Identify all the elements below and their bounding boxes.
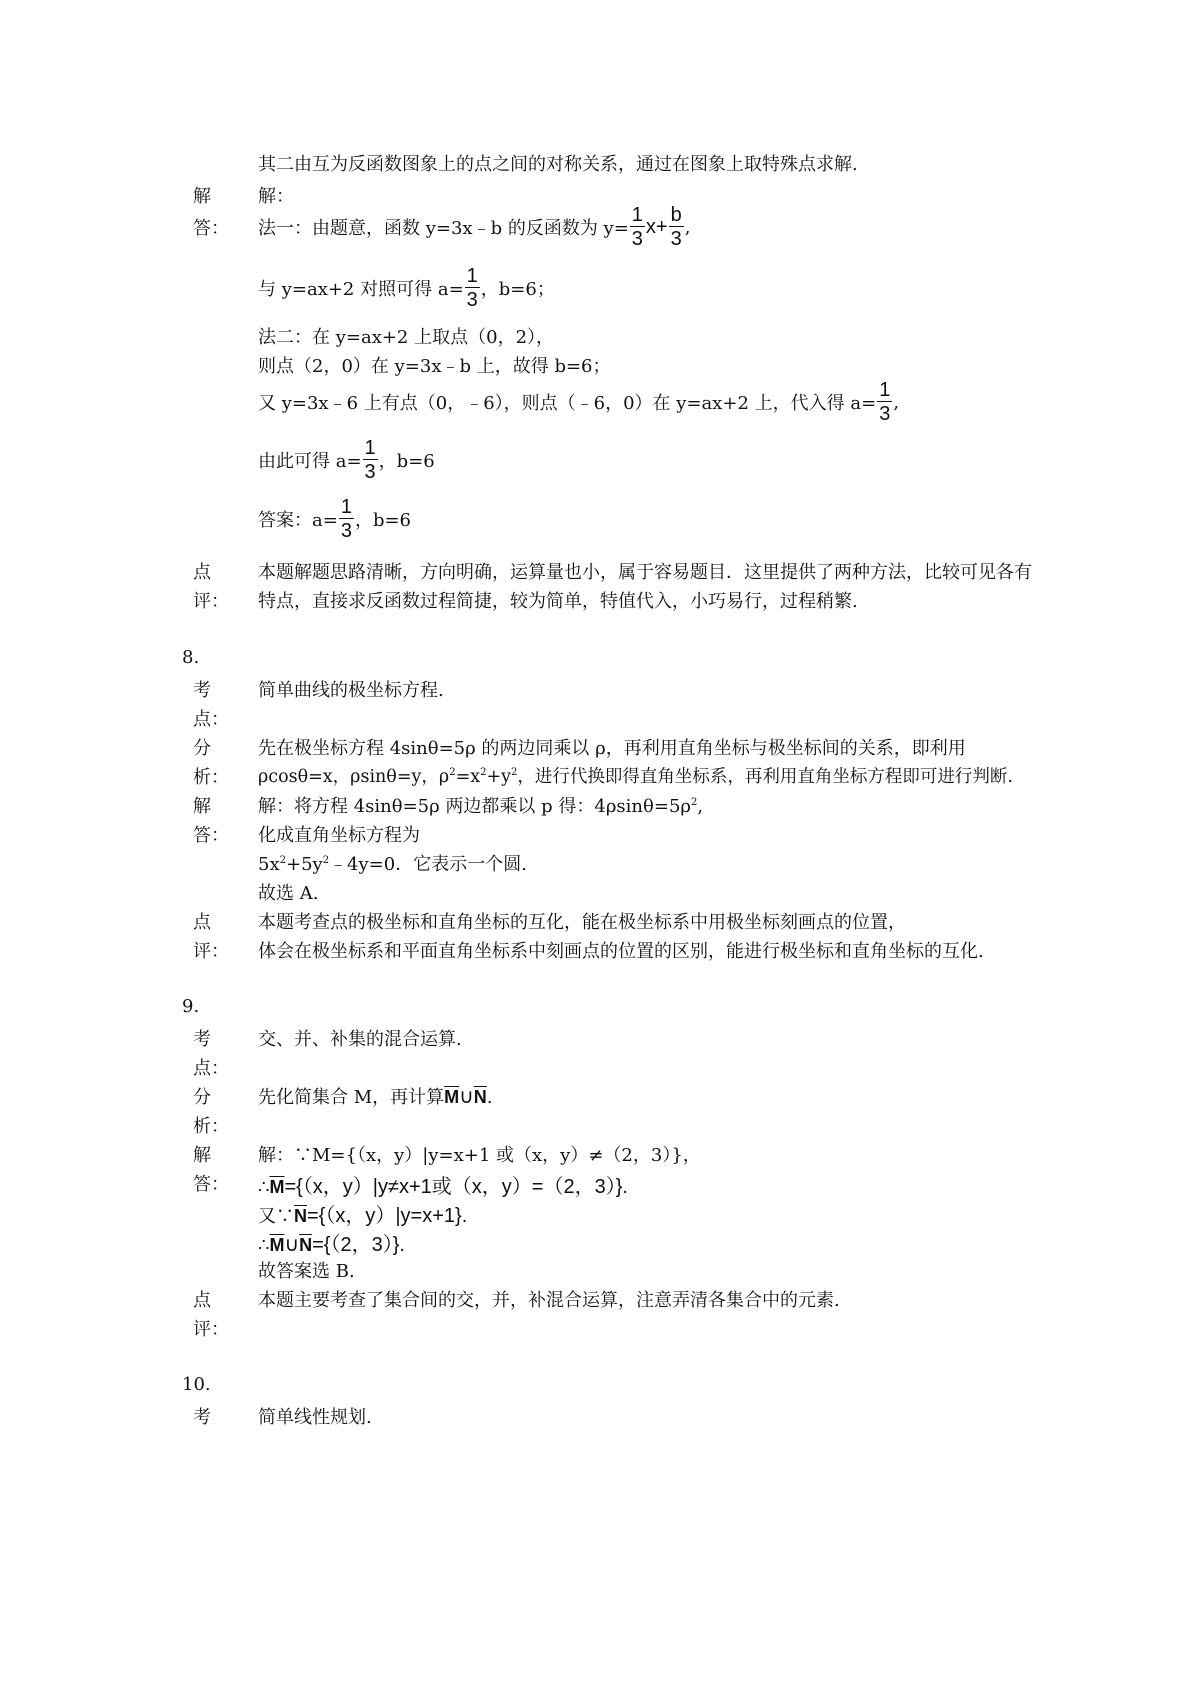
q8-jie-l3-sup1: 2 bbox=[279, 855, 286, 866]
q7-answer-pre: 答案：a= bbox=[258, 510, 338, 531]
q7-label-dian-2: 评： bbox=[193, 591, 229, 612]
frac-denominator: 3 bbox=[670, 228, 682, 250]
q7-method2-text-3 bbox=[258, 380, 899, 424]
q9-label-jie-2: 答： bbox=[193, 1174, 229, 1195]
q7-answer-frac bbox=[339, 497, 354, 541]
q10-number: 10. bbox=[182, 1374, 211, 1395]
q9-jie-text-2 bbox=[258, 1170, 628, 1199]
q9-jie-text-1: 解：∵M={（x，y）|y=x+1 或（x，y）≠（2，3）}， bbox=[258, 1145, 701, 1166]
frac-denominator: 3 bbox=[879, 403, 891, 425]
q7-comment-text-1: 本题解题思路清晰，方向明确，运算量也小，属于容易题目．这里提供了两种方法，比较可见各有 bbox=[258, 562, 1032, 583]
q7-method1-pre: 法一：由题意，函数 y=3x﹣b 的反函数为 y= bbox=[258, 218, 629, 239]
q7-method2-l3-frac bbox=[877, 380, 892, 424]
q7-label-jie-2: 答： bbox=[193, 218, 229, 239]
frac-denominator: 3 bbox=[340, 520, 352, 542]
q7-method2-text-1: 法二：在 y=ax+2 上取点（0，2）， bbox=[258, 327, 555, 348]
q7-method1b-text bbox=[258, 266, 555, 310]
q8-jie-l3-sup2: 2 bbox=[322, 855, 330, 866]
frac-numerator: 1 bbox=[466, 265, 478, 287]
q7-method1b-frac bbox=[465, 266, 480, 310]
q9-number: 9. bbox=[182, 996, 200, 1017]
q9-fenxi-cup: ∪ bbox=[459, 1086, 474, 1108]
frac-numerator: 1 bbox=[340, 496, 352, 518]
q8-fenxi-l2-sup2: 2 bbox=[480, 767, 487, 779]
q9-label-dian-2: 评： bbox=[193, 1319, 229, 1340]
q8-comment-text-2: 体会在极坐标系和平面直角坐标系中刻画点的位置的区别，能进行极坐标和直角坐标的互化. bbox=[258, 941, 984, 962]
q8-fenxi-l2-a: ρcosθ=x，ρsinθ=y，ρ bbox=[258, 767, 450, 787]
q7-method2-l4-pre: 由此可得 a= bbox=[258, 451, 362, 472]
q7-comment-text-2: 特点，直接求反函数过程简捷，较为简单，特值代入，小巧易行，过程稍繁. bbox=[258, 591, 858, 612]
q9-kaodian-text: 交、并、补集的混合运算. bbox=[258, 1029, 462, 1050]
q8-fenxi-text-1: 先在极坐标方程 4sinθ=5ρ 的两边同乘以 ρ，再利用直角坐标与极坐标间的关系，即利用 bbox=[258, 738, 966, 759]
frac-numerator: 1 bbox=[879, 379, 891, 401]
q8-comment-text-1: 本题考查点的极坐标和直角坐标的互化，能在极坐标系中用极坐标刻画点的位置， bbox=[258, 912, 906, 933]
q7-solution-heading: 解： bbox=[258, 186, 294, 207]
q8-jie-text-1 bbox=[258, 792, 703, 818]
q8-label-dian-1: 点 bbox=[193, 912, 211, 933]
q7-label-dian-1: 点 bbox=[193, 562, 211, 583]
q9-label-fen-1: 分 bbox=[193, 1087, 211, 1108]
q8-kaodian-text: 简单曲线的极坐标方程. bbox=[258, 680, 444, 701]
q9-fenxi-post: . bbox=[486, 1087, 493, 1108]
q8-fenxi-l2-b: =x bbox=[455, 767, 481, 787]
frac-denominator: 3 bbox=[631, 228, 643, 250]
q8-label-fen-1: 分 bbox=[193, 738, 211, 759]
q9-fenxi-m-complement: $\overline{M}$ bbox=[444, 1087, 460, 1107]
q10-kaodian-text: 简单线性规划. bbox=[258, 1407, 372, 1428]
q8-fenxi-l2-d: ，进行代换即得直角坐标系，再利用直角坐标方程即可进行判断. bbox=[517, 767, 1013, 787]
q8-label-jie-1: 解 bbox=[193, 796, 211, 817]
q9-label-jie-1: 解 bbox=[193, 1145, 211, 1166]
q8-label-kao-2: 点： bbox=[193, 709, 229, 730]
q9-fenxi-pre: 先化简集合 M，再计算 bbox=[258, 1087, 445, 1108]
q9-jie-l3-pre: 又∵ bbox=[258, 1206, 294, 1227]
q9-label-kao-1: 考 bbox=[193, 1029, 211, 1050]
q9-jie-l2-pre: ∴ bbox=[258, 1177, 270, 1198]
q7-label-jie-1: 解 bbox=[193, 186, 211, 207]
q7-method2-l4-frac bbox=[363, 438, 378, 482]
q8-label-dian-2: 评： bbox=[193, 941, 229, 962]
q9-jie-l3-post: ={（x，y）|y=x+1}. bbox=[307, 1205, 468, 1227]
q7-method2-l3-post: , bbox=[893, 391, 900, 413]
q9-jie-l2-m-complement: $\overline{M}$ bbox=[269, 1177, 285, 1197]
frac-denominator: 3 bbox=[466, 289, 478, 311]
q9-jie-l2-post: ={（x，y）|y≠x+1或（x，y）=（2，3）}. bbox=[284, 1176, 628, 1198]
q8-fenxi-text-2 bbox=[258, 763, 1013, 788]
q9-jie-l4-pre: ∴ bbox=[258, 1235, 270, 1256]
q7-method2-l4-post: ，b=6 bbox=[378, 451, 435, 472]
q9-jie-l4-m-complement: $\overline{M}$ bbox=[269, 1235, 285, 1255]
q8-jie-text-4: 故选 A. bbox=[258, 883, 319, 904]
q7-method1-mid: x+ bbox=[645, 215, 668, 238]
q9-label-fen-2: 析： bbox=[193, 1116, 229, 1137]
q9-fenxi-n-complement: $\overline{N}$ bbox=[473, 1087, 487, 1107]
q8-fenxi-l2-c: +y bbox=[486, 767, 512, 787]
q7-method2-text-4 bbox=[258, 438, 435, 482]
frac-denominator: 3 bbox=[364, 461, 376, 483]
q7-method1-end: , bbox=[684, 216, 691, 238]
q7-answer-post: ，b=6 bbox=[354, 510, 412, 531]
q8-jie-text-2: 化成直角坐标方程为 bbox=[258, 825, 420, 846]
q8-label-fen-2: 析： bbox=[193, 767, 229, 788]
q8-jie-l3-a: 5x bbox=[258, 854, 280, 875]
frac-numerator: 1 bbox=[631, 204, 643, 226]
q7-method1-frac2 bbox=[669, 205, 684, 249]
q9-fenxi-text bbox=[258, 1083, 493, 1109]
q8-fenxi-l2-sup1: 2 bbox=[449, 767, 456, 779]
q8-fenxi-l2-sup3: 2 bbox=[511, 767, 518, 779]
q9-jie-l4-n-complement: $\overline{N}$ bbox=[299, 1235, 313, 1255]
q7-method2-l3-pre: 又 y=3x﹣6 上有点（0，﹣6），则点（﹣6，0）在 y=ax+2 上，代入得 a= bbox=[258, 393, 877, 414]
q9-jie-l4-cup: ∪ bbox=[284, 1234, 300, 1256]
q7-method1-frac1 bbox=[630, 205, 645, 249]
q8-jie-l1-sup: 2 bbox=[690, 797, 698, 808]
q8-jie-text-3 bbox=[258, 850, 527, 876]
q10-label-kao-1: 考 bbox=[193, 1407, 211, 1428]
q8-label-jie-2: 答： bbox=[193, 825, 229, 846]
q7-method1b-post: ，b=6； bbox=[480, 279, 555, 300]
q9-jie-l3-n-complement: $\overline{N}$ bbox=[294, 1206, 307, 1226]
q8-jie-l1-a: 解：将方程 4sinθ=5ρ 两边都乘以 p 得：4ρsinθ=5ρ bbox=[258, 796, 691, 817]
q8-label-kao-1: 考 bbox=[193, 680, 211, 701]
q7-method1b-pre: 与 y=ax+2 对照可得 a= bbox=[258, 279, 464, 300]
q8-jie-l3-b: +5y bbox=[285, 854, 323, 875]
q9-comment-text-1: 本题主要考查了集合间的交，并，补混合运算，注意弄清各集合中的元素. bbox=[258, 1290, 840, 1311]
frac-numerator: 1 bbox=[364, 437, 376, 459]
frac-numerator: b bbox=[670, 204, 682, 226]
q9-jie-text-4 bbox=[258, 1228, 405, 1257]
q9-jie-l4-post: ={（2，3）}. bbox=[312, 1234, 405, 1256]
q7-analysis-text: 其二由互为反函数图象上的点之间的对称关系，通过在图象上取特殊点求解. bbox=[258, 154, 858, 175]
q8-jie-l3-c: ﹣4y=0．它表示一个圆. bbox=[329, 854, 527, 875]
q9-jie-text-5: 故答案选 B. bbox=[258, 1261, 355, 1282]
q8-number: 8. bbox=[182, 647, 200, 668]
q7-method2-text-2: 则点（2，0）在 y=3x﹣b 上，故得 b=6； bbox=[258, 356, 611, 377]
q7-answer-text bbox=[258, 497, 411, 541]
q9-jie-text-3 bbox=[258, 1199, 467, 1228]
q9-label-dian-1: 点 bbox=[193, 1290, 211, 1311]
q8-jie-l1-b: , bbox=[697, 796, 704, 817]
q9-label-kao-2: 点： bbox=[193, 1058, 229, 1079]
q7-method1-text bbox=[258, 205, 690, 249]
